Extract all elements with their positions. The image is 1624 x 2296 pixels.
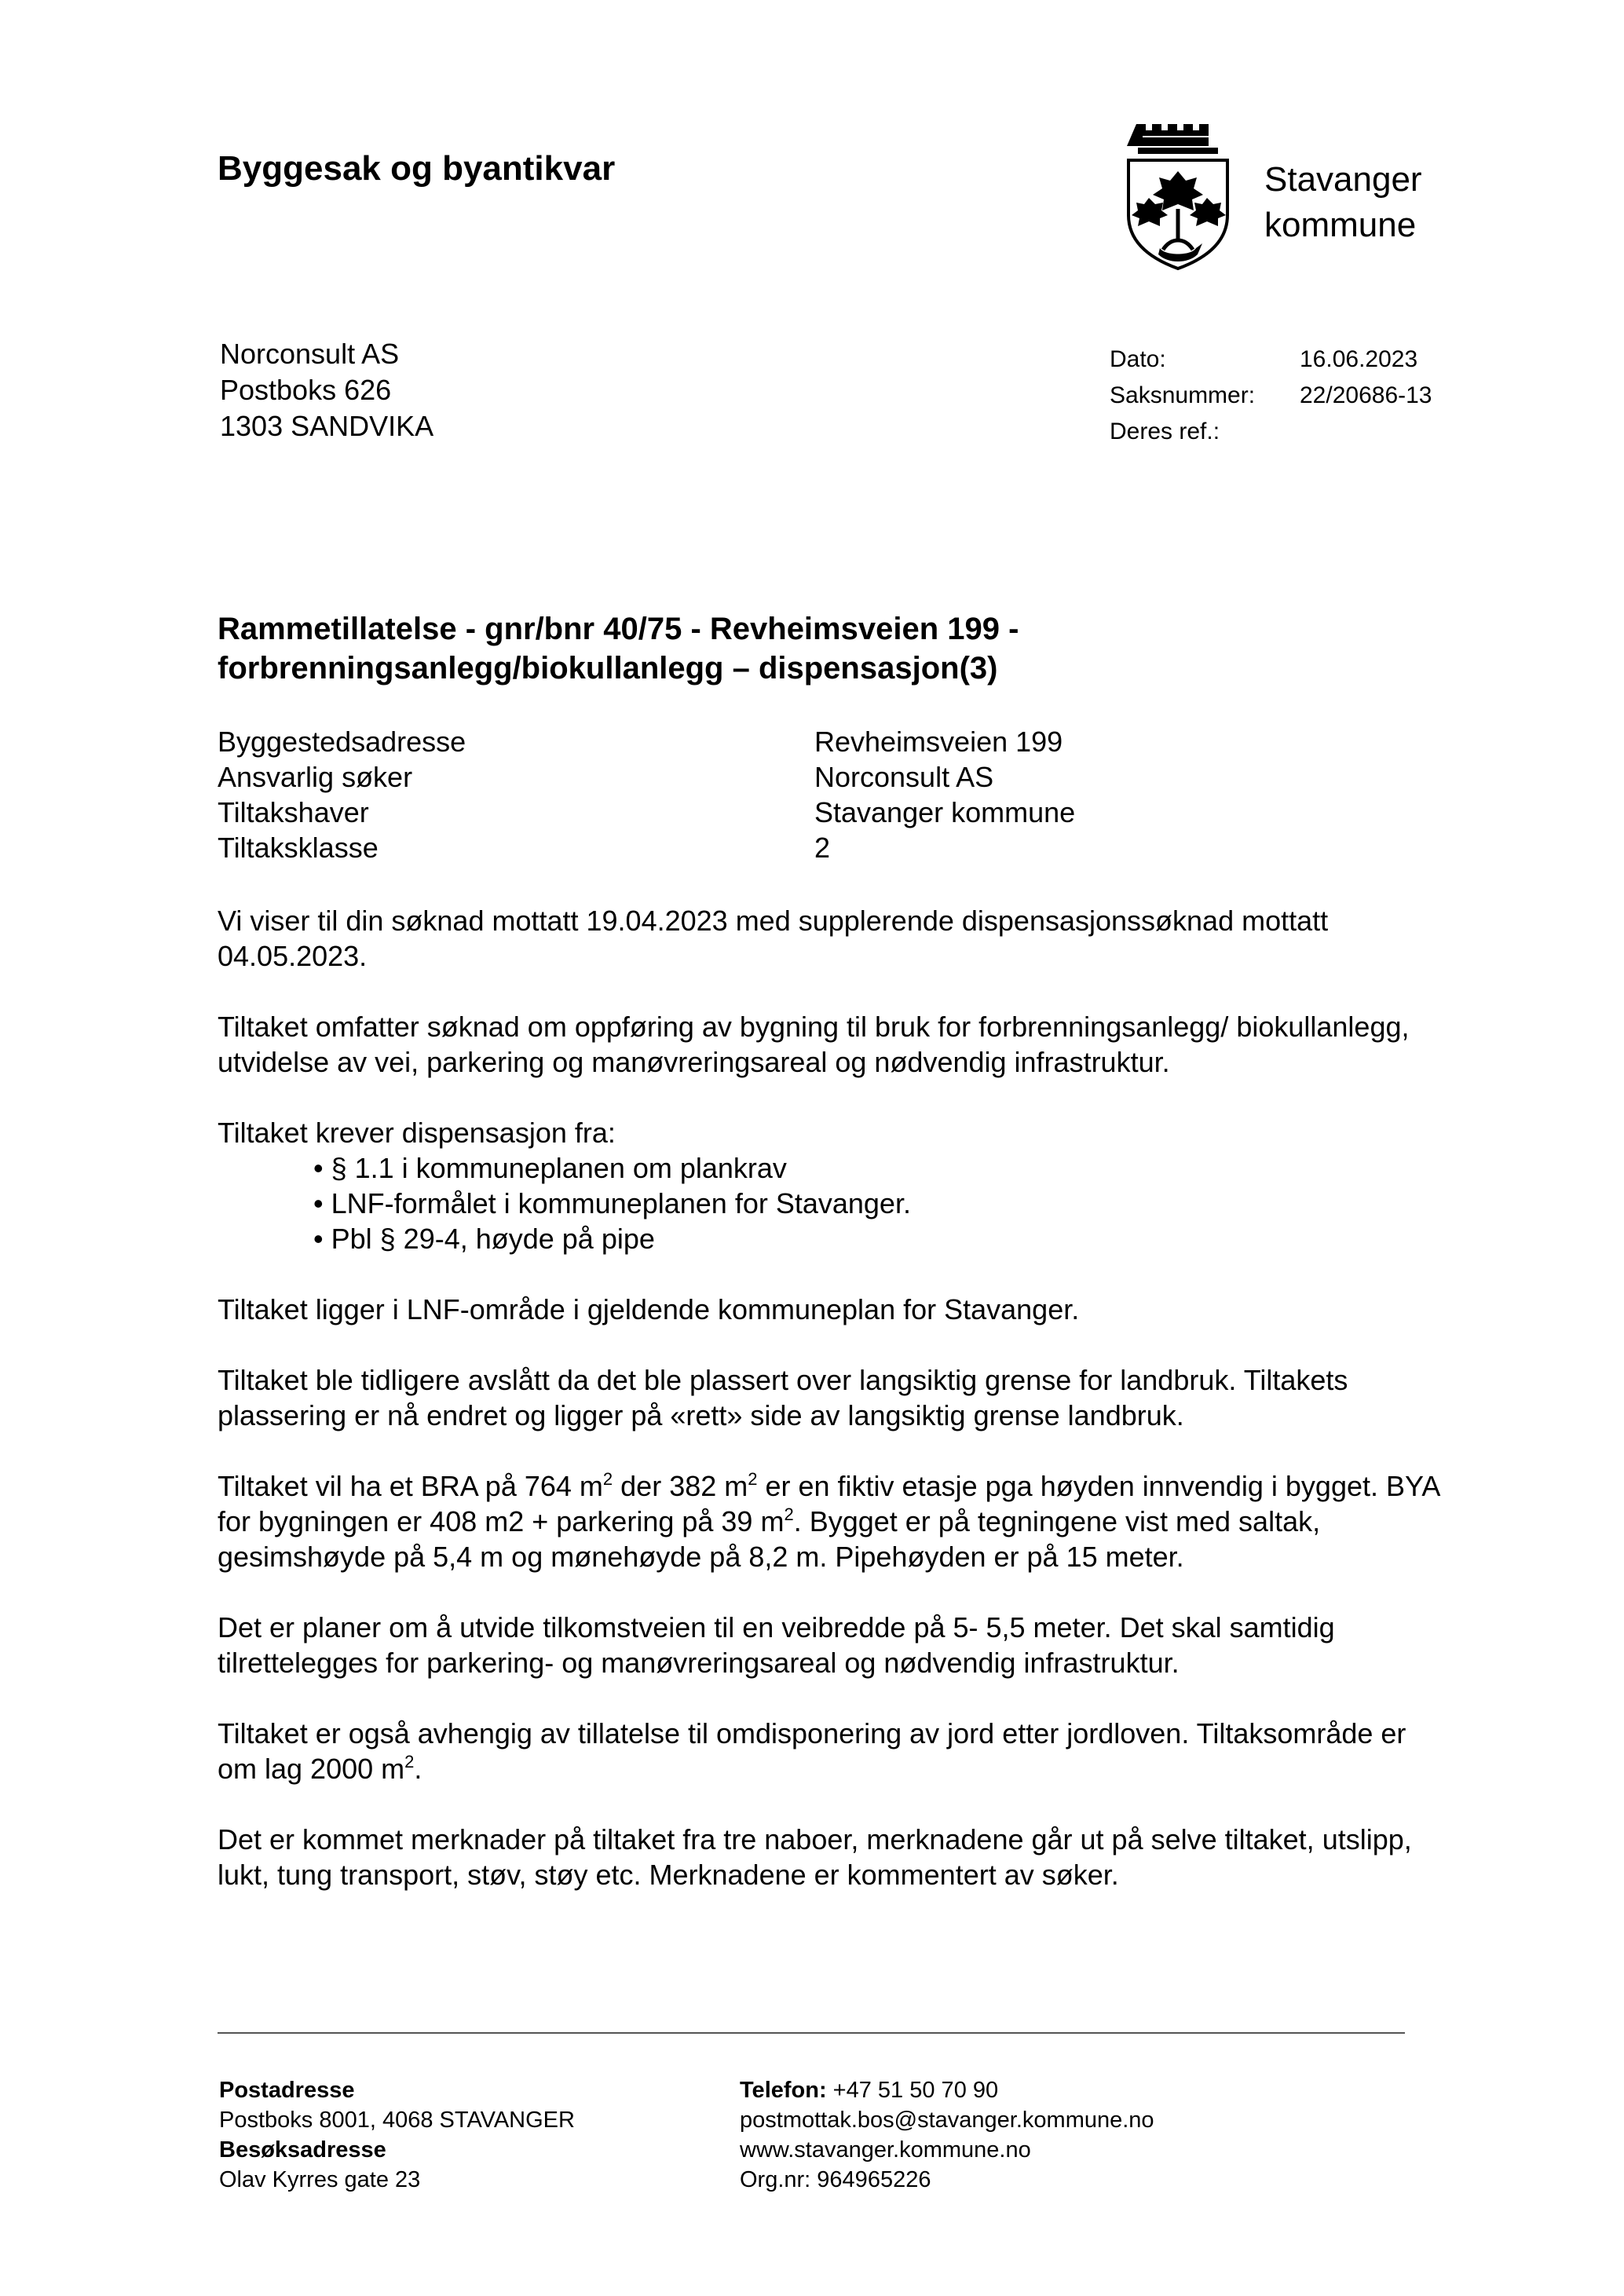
recipient-street: Postboks 626 xyxy=(220,374,392,406)
recipient-address xyxy=(220,336,433,444)
logo-line-2: kommune xyxy=(1264,206,1417,244)
footer-addresses xyxy=(219,2075,575,2195)
department-heading: Byggesak og byantikvar xyxy=(218,149,616,188)
letter-title xyxy=(218,609,1443,688)
detail-row xyxy=(218,795,1075,830)
case-number-value: 22/20686-13 xyxy=(1300,382,1432,408)
email-link[interactable]: postmottak.bos@stavanger.kommune.no xyxy=(740,2108,1154,2133)
postal-address-value: Postboks 8001, 4068 STAVANGER xyxy=(219,2108,575,2133)
phone-value: +47 51 50 70 90 xyxy=(826,2078,999,2103)
footer-divider xyxy=(218,2032,1405,2034)
detail-label: Tiltakshaver xyxy=(218,796,369,828)
case-number-label: Saksnummer: xyxy=(1110,382,1256,408)
logo-line-1: Stavanger xyxy=(1264,160,1422,199)
detail-value: Norconsult AS xyxy=(814,761,994,793)
recipient-postal: 1303 SANDVIKA xyxy=(220,410,434,442)
paragraph-scope: Tiltaket omfatter søknad om oppføring av bygning til bruk for forbrenningsanlegg/ biokullanlegg, utvidelse av vei, parkering og manøvreringsareal og nødvendig infrastruktur. xyxy=(218,1011,1410,1078)
dispensation-intro: Tiltaket krever dispensasjon fra: xyxy=(218,1117,616,1149)
postal-address-label: Postadresse xyxy=(219,2078,355,2103)
paragraph-remarks: Det er kommet merknader på tiltaket fra tre naboer, merknadene går ut på selve tiltaket, utslipp, lukt, tung transport, støv, støy etc. Merknadene er kommentert av søker. xyxy=(218,1823,1412,1891)
detail-value: Revheimsveien 199 xyxy=(814,726,1063,758)
list-item: • Pbl § 29-4, høyde på pipe xyxy=(313,1221,1443,1256)
paragraph-history: Tiltaket ble tidligere avslått da det ble plassert over langsiktig grense for landbruk. Tiltakets plassering er nå endret og ligger på «rett» side av langsiktig grense landbruk. xyxy=(218,1364,1348,1431)
detail-value: Stavanger kommune xyxy=(814,796,1076,828)
paragraph-land-use: Tiltaket er også avhengig av tillatelse til omdisponering av jord etter jordloven. Tiltaksområde er om lag 2000 $m^2$. xyxy=(218,1717,1406,1785)
detail-label: Tiltaksklasse xyxy=(218,832,379,864)
phone-label: Telefon: xyxy=(740,2078,827,2103)
visiting-address-value: Olav Kyrres gate 23 xyxy=(219,2167,421,2192)
list-item: • § 1.1 i kommuneplanen om plankrav xyxy=(313,1150,1443,1186)
date-value: 16.06.2023 xyxy=(1300,346,1418,372)
detail-row xyxy=(218,724,1075,759)
letter-body xyxy=(218,903,1443,1928)
website-link[interactable]: www.stavanger.kommune.no xyxy=(740,2137,1031,2163)
visiting-address-label: Besøksadresse xyxy=(219,2137,386,2163)
reference-label: Deres ref.: xyxy=(1110,419,1220,444)
detail-label: Ansvarlig søker xyxy=(218,761,413,793)
title-line-2: forbrenningsanlegg/biokullanlegg – dispensasjon(3) xyxy=(218,651,998,686)
footer-contact xyxy=(740,2075,1154,2195)
project-details xyxy=(218,724,1075,865)
paragraph-zoning: Tiltaket ligger i LNF-område i gjeldende kommuneplan for Stavanger. xyxy=(218,1293,1080,1325)
date-label: Dato: xyxy=(1110,346,1166,372)
recipient-name: Norconsult AS xyxy=(220,338,400,370)
paragraph-road: Det er planer om å utvide tilkomstveien til en veibredde på 5- 5,5 meter. Det skal samtidig tilrettelegges for parkering- og manøvreringsareal og nødvendig infrastruktur. xyxy=(218,1611,1335,1679)
org-number: Org.nr: 964965226 xyxy=(740,2167,931,2192)
detail-row xyxy=(218,830,1075,865)
dispensation-list xyxy=(218,1150,1443,1256)
paragraph-reference: Vi viser til din søknad mottatt 19.04.2023 med supplerende dispensasjonssøknad mottatt 04.05.2023. xyxy=(218,905,1329,972)
detail-value: 2 xyxy=(814,832,831,864)
coat-of-arms-icon xyxy=(1119,116,1237,273)
detail-row xyxy=(218,759,1075,795)
title-line-1: Rammetillatelse - gnr/bnr 40/75 - Revheimsveien 199 - xyxy=(218,612,1019,646)
detail-label: Byggestedsadresse xyxy=(218,726,466,758)
letter-meta xyxy=(1110,342,1432,450)
logo-wordmark xyxy=(1264,157,1422,248)
list-item: • LNF-formålet i kommuneplanen for Stavanger. xyxy=(313,1186,1443,1221)
paragraph-area: Tiltaket vil ha et BRA på 764 $m^2$ der 382 $m^2$ er en fiktiv etasje pga høyden innvendig i bygget. BYA for bygningen er 408 m2 + parkering på 39 $m^2$. Bygget er på tegningene vist med saltak, gesimshøyde på 5,4 m og mønehøyde på 8,2 m. Pipehøyden er på 15 meter. xyxy=(218,1469,1439,1573)
dispensation-section xyxy=(218,1115,1443,1256)
